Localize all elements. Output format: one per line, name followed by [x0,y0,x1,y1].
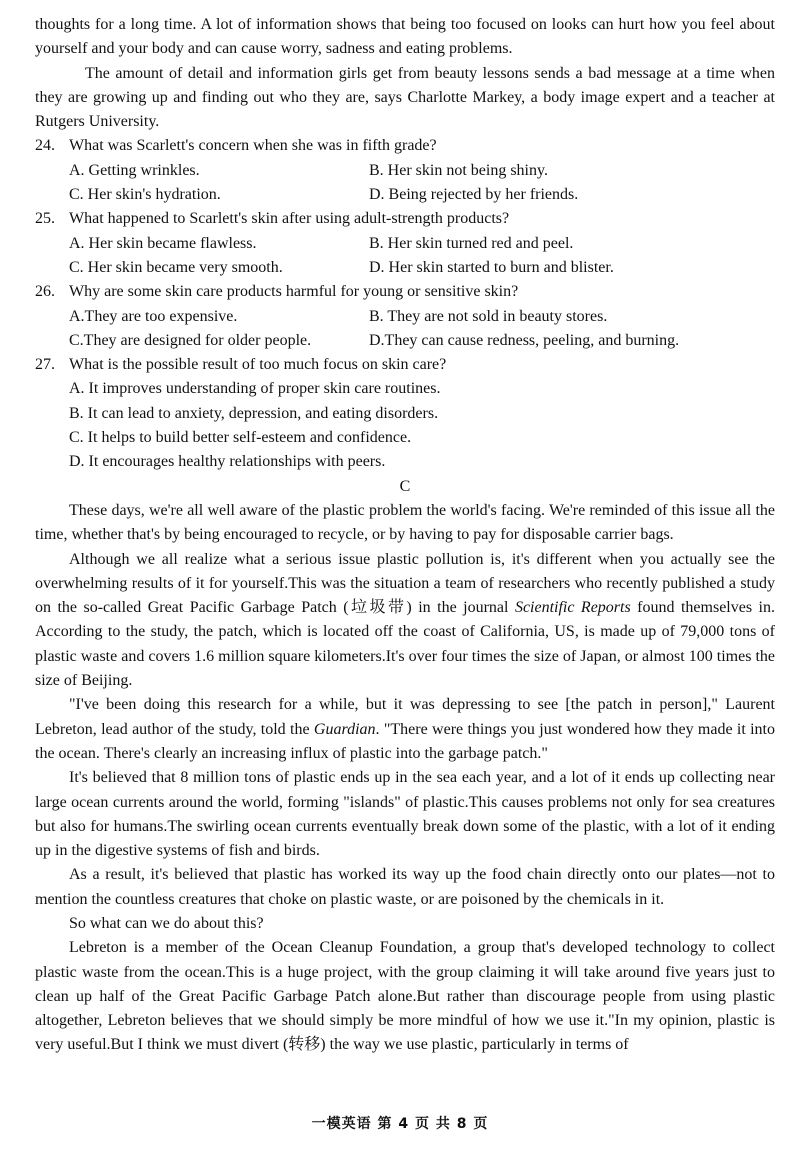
passage-paragraph: It's believed that 8 million tons of plastic ends up in the sea each year, and a lot of it ends up collecting near large ocean currents around the world, forming "islands" of plastic.This causes problems not only for sea creatures but also for humans.The swirling ocean currents eventually break down some of the plastic, with a lot of it ending up in the digestive systems of fish and birds. [35,769,775,860]
option: D. Being rejected by her friends. [369,186,579,204]
exam-page [35,13,775,1058]
option-row [69,305,775,329]
page-footer: 一模英语 第 4 页 共 8 页 [311,1116,489,1132]
question-text: Why are some skin care products harmful for young or sensitive skin? [69,283,519,301]
option: D. It encourages healthy relationships with peers. [69,453,386,471]
option-row [69,183,775,207]
option-row [69,232,775,256]
passage-paragraph: As a result, it's believed that plastic has worked its way up the food chain directly onto our plates—not to mention the countless creatures that choke on plastic waste, or are poisoned by the chemicals in it. [35,866,775,908]
question-stem [35,280,775,304]
option: B. Her skin not being shiny. [369,161,548,179]
question-text: What happened to Scarlett's skin after using adult-strength products? [69,210,510,228]
option: A.They are too expensive. [69,307,238,325]
question-options [35,377,775,474]
question-options [35,305,775,354]
option: A. Getting wrinkles. [69,161,200,179]
option: C.They are designed for older people. [69,331,312,349]
question-text: What was Scarlett's concern when she was in fifth grade? [69,137,437,155]
option: D. Her skin started to burn and blister. [369,258,614,276]
option: A. Her skin became flawless. [69,234,257,252]
option: D.They can cause redness, peeling, and burning. [369,331,680,349]
section-heading: C [399,477,411,495]
question-number: 24. [35,137,55,155]
question-options [35,232,775,281]
passage-paragraph: Although we all realize what a serious issue plastic pollution is, it's different when you actually see the overwhelming results of it for yourself.This was the situation a team of researchers who recently published a study on the so-called Great Pacific Garbage Patch (垃圾带) in the journal Scientific Reports found themselves in. According to the study, the patch, which is located off the coast of California, US, is made up of 79,000 tons of plastic waste and covers 1.6 million square kilometers.It's over four times the size of Japan, or almost 100 times the size of Beijing. [35,550,775,690]
option-row [69,159,775,183]
question-list [35,134,775,474]
passage-paragraph: "I've been doing this research for a while, but it was depressing to see [the patch in person]," Laurent Lebreton, lead author of the study, told the Guardian. "There were things you just wondered how they made it into the ocean. There's clearly an increasing influx of plastic into the garbage patch." [35,696,776,762]
option: B. Her skin turned red and peel. [369,234,574,252]
passage-paragraph: These days, we're all well aware of the plastic problem the world's facing. We're reminded of this issue all the time, whether that's by being encouraged to recycle, or by having to pay for disposable carrier bags. [35,501,775,544]
question-number: 26. [35,283,55,301]
section-c-passage [35,499,775,1058]
question-text: What is the possible result of too much focus on skin care? [69,356,447,374]
question-number: 27. [35,356,55,374]
question-stem [35,134,775,158]
option-row [69,256,775,280]
option: C. It helps to build better self-esteem and confidence. [69,429,412,447]
passage-paragraph: Lebreton is a member of the Ocean Cleanup Foundation, a group that's developed technology to collect plastic waste from the ocean.This is a huge project, with the group claiming it will take around five years just to clean up half of the Great Pacific Garbage Patch alone.But rather than discourage people from using plastic altogether, Lebreton believes that we should simply be more mindful of how we use it."In my opinion, plastic is very useful.But I think we must divert (转移) the way we use plastic, particularly in terms of [35,939,775,1054]
question-options [35,159,775,208]
question-stem [35,207,775,231]
option: B. They are not sold in beauty stores. [369,307,608,325]
question-stem [35,353,775,377]
passage-paragraph: The amount of detail and information girls get from beauty lessons sends a bad message at a time when they are growing up and finding out who they are, says Charlotte Markey, a body image expert and a teacher at Rutgers University. [35,64,775,131]
option: C. Her skin's hydration. [69,186,221,204]
option-row [69,329,775,353]
question-number: 25. [35,210,55,228]
option: A. It improves understanding of proper skin care routines. [69,380,441,398]
passage-paragraph: So what can we do about this? [69,914,264,932]
option: B. It can lead to anxiety, depression, and eating disorders. [69,404,439,422]
option: C. Her skin became very smooth. [69,258,283,276]
passage-paragraph: thoughts for a long time. A lot of information shows that being too focused on looks can hurt how you feel about yourself and your body and can cause worry, sadness and eating problems. [35,16,775,58]
